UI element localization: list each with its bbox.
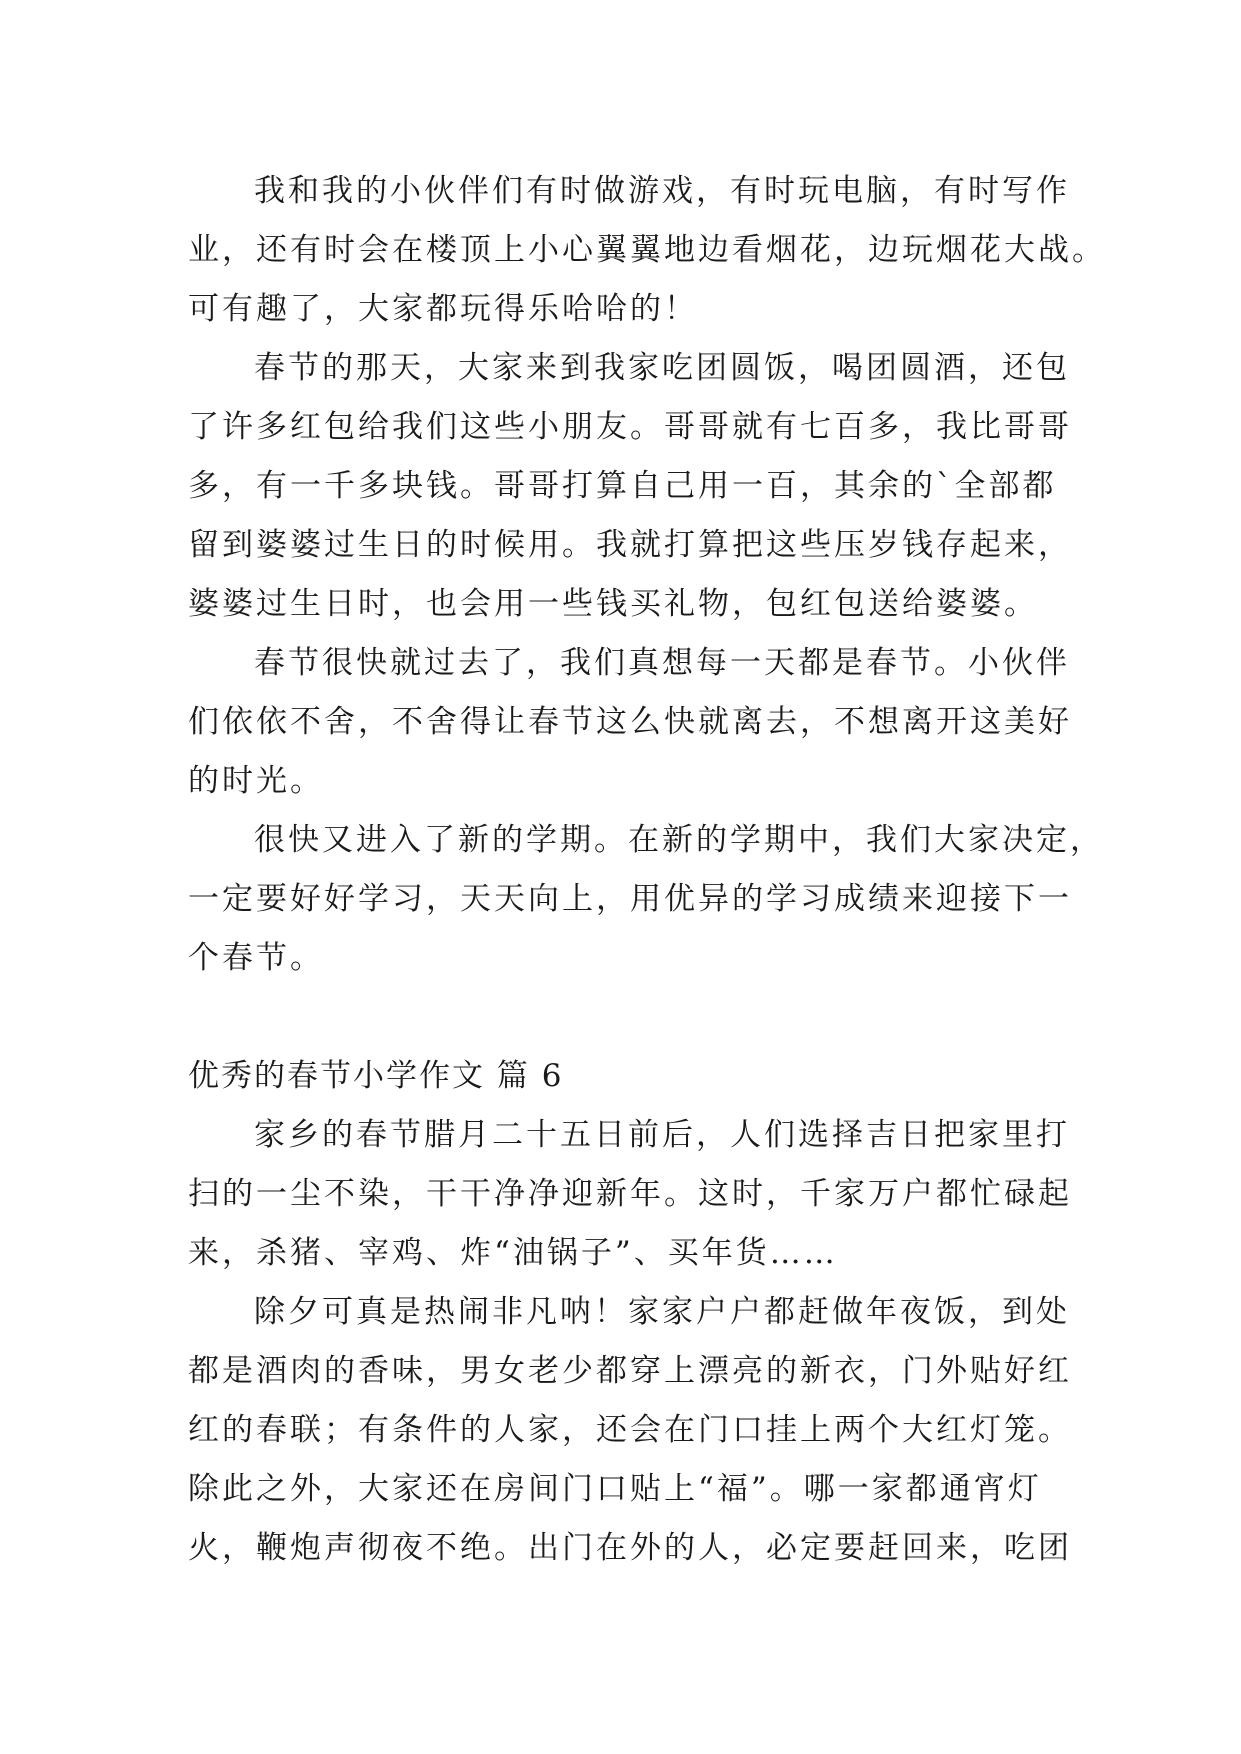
paragraph-line: 春节的那天，大家来到我家吃团圆饭，喝团圆酒，还包 [254, 350, 1070, 386]
document-page [188, 162, 1106, 1578]
paragraph-line: 我和我的小伙伴们有时做游戏，有时玩电脑，有时写作 [254, 173, 1070, 209]
paragraph-line: 火，鞭炮声彻夜不绝。出门在外的人，必定要赶回来，吃团 [188, 1530, 1072, 1566]
paragraph-line: 们依依不舍，不舍得让春节这么快就离去，不想离开这美好 [188, 704, 1072, 740]
paragraph-line: 的时光。 [188, 763, 324, 799]
paragraph-line: 留到婆婆过生日的时候用。我就打算把这些压岁钱存起来， [188, 527, 1072, 563]
paragraph-line: 来，杀猪、宰鸡、炸“油锅子”、买年货…… [188, 1235, 838, 1271]
paragraph-line: 春节很快就过去了，我们真想每一天都是春节。小伙伴 [254, 645, 1070, 681]
paragraph-line: 都是酒肉的香味，男女老少都穿上漂亮的新衣，门外贴好红 [188, 1353, 1072, 1389]
paragraph-line: 红的春联；有条件的人家，还会在门口挂上两个大红灯笼。 [188, 1412, 1072, 1448]
paragraph-line: 除夕可真是热闹非凡呐！家家户户都赶做年夜饭，到处 [254, 1294, 1070, 1330]
paragraph-line: 家乡的春节腊月二十五日前后，人们选择吉日把家里打 [254, 1117, 1070, 1153]
paragraph-line: 婆婆过生日时，也会用一些钱买礼物，包红包送给婆婆。 [188, 586, 1038, 622]
paragraph-line: 多，有一千多块钱。哥哥打算自己用一百，其余的`全部都 [188, 468, 1057, 504]
paragraph-line: 了许多红包给我们这些小朋友。哥哥就有七百多，我比哥哥 [188, 409, 1072, 445]
paragraph-line: 个春节。 [188, 940, 324, 976]
section-heading: 优秀的春节小学作文 篇 6 [188, 1058, 564, 1094]
paragraph-line: 很快又进入了新的学期。在新的学期中，我们大家决定， [254, 822, 1104, 858]
paragraph-line: 一定要好好学习，天天向上，用优异的学习成绩来迎接下一 [188, 881, 1072, 917]
paragraph-line: 除此之外，大家还在房间门口贴上“福”。哪一家都通宵灯 [188, 1471, 1042, 1507]
paragraph-line: 业，还有时会在楼顶上小心翼翼地边看烟花，边玩烟花大战。 [188, 232, 1106, 268]
paragraph-line: 可有趣了，大家都玩得乐哈哈的！ [188, 291, 698, 327]
paragraph-line: 扫的一尘不染，干干净净迎新年。这时，千家万户都忙碌起 [188, 1176, 1072, 1212]
